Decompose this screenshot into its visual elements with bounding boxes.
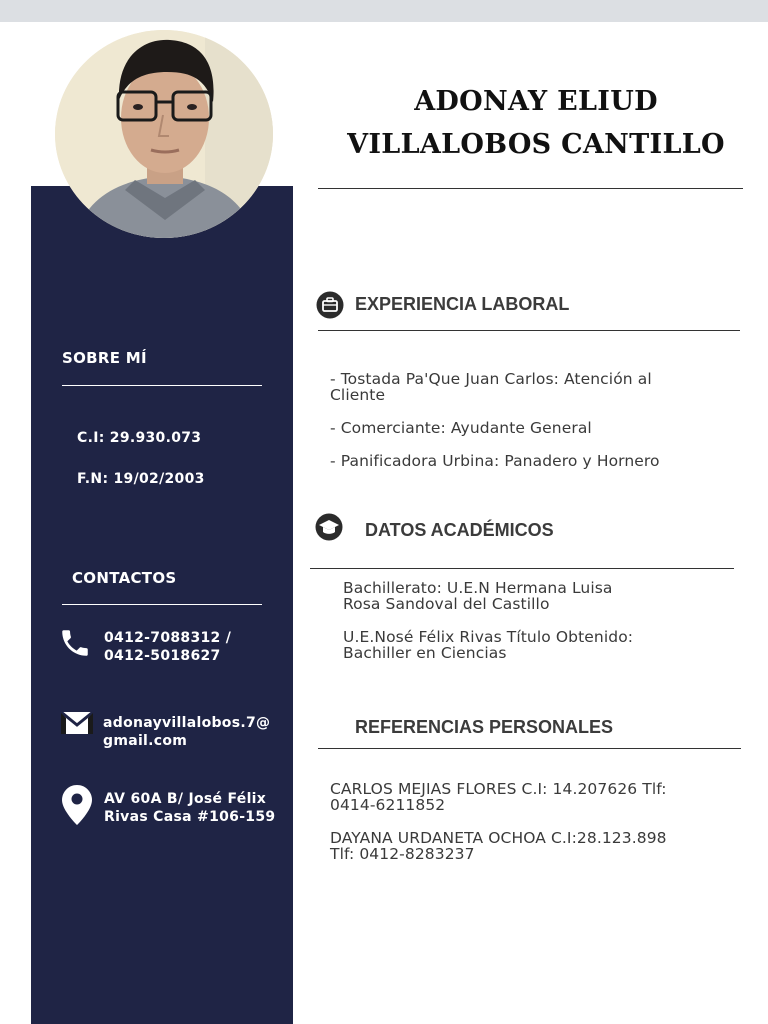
reference-item-1-line-2: 0414-6211852 [330,796,446,814]
academic-item-2-line-1: U.E.Nosé Félix Rivas Título Obtenido: [343,628,634,646]
reference-item [330,830,667,862]
name-line-1: ADONAY ELIUD [414,86,658,117]
profile-photo-illustration [55,30,273,238]
experience-heading: EXPERIENCIA LABORAL [355,294,570,314]
experience-item-1-line-1: - Tostada Pa'Que Juan Carlos: Atención al [330,370,652,388]
home-address [104,790,275,826]
contacts-heading: CONTACTOS [72,569,177,587]
address-line-2: Rivas Casa #106-159 [104,809,276,825]
name-line-2: VILLALOBOS CANTILLO [347,129,725,160]
email-line-1: adonayvillalobos.7@ [103,715,271,731]
id-number: C.I: 29.930.073 [77,430,202,446]
reference-item-1-line-1: CARLOS MEJIAS FLORES C.I: 14.207626 Tlf: [330,780,667,798]
birth-date: F.N: 19/02/2003 [77,471,205,487]
name-divider [318,188,743,189]
phone-icon [58,626,92,660]
profile-photo [55,30,273,238]
reference-item-2-line-2: Tlf: 0412-8283237 [330,845,475,863]
academic-heading: DATOS ACADÉMICOS [365,520,554,540]
graduation-cap-icon [315,513,343,541]
references-heading: REFERENCIAS PERSONALES [355,717,614,737]
academic-item [343,629,633,661]
about-heading: SOBRE MÍ [62,349,147,367]
academic-item-2-line-2: Bachiller en Ciencias [343,644,507,662]
experience-item-1-line-2: Cliente [330,386,386,404]
academic-item [343,580,613,612]
references-divider [318,748,741,749]
experience-divider [318,330,740,331]
academic-divider [310,568,734,569]
experience-item: - Comerciante: Ayudante General [330,419,592,437]
reference-item-2-line-1: DAYANA URDANETA OCHOA C.I:28.123.898 [330,829,667,847]
academic-item-1-line-2: Rosa Sandoval del Castillo [343,595,550,613]
reference-item [330,781,667,813]
briefcase-icon [316,291,344,319]
phone-line-2: 0412-5018627 [104,648,221,664]
email-line-2: gmail.com [103,733,188,749]
address-line-1: AV 60A B/ José Félix [104,791,267,807]
phone-numbers [104,629,231,665]
email-address [103,714,270,750]
sidebar-panel [31,186,293,1024]
experience-item [330,371,652,403]
top-bar [0,0,768,22]
location-pin-icon [62,785,92,825]
contacts-divider [62,604,262,605]
academic-item-1-line-1: Bachillerato: U.E.N Hermana Luisa [343,579,613,597]
candidate-name [318,80,754,166]
phone-line-1: 0412-7088312 / [104,630,232,646]
about-divider [62,385,262,386]
experience-item: - Panificadora Urbina: Panadero y Hornero [330,452,660,470]
email-icon [60,711,94,735]
